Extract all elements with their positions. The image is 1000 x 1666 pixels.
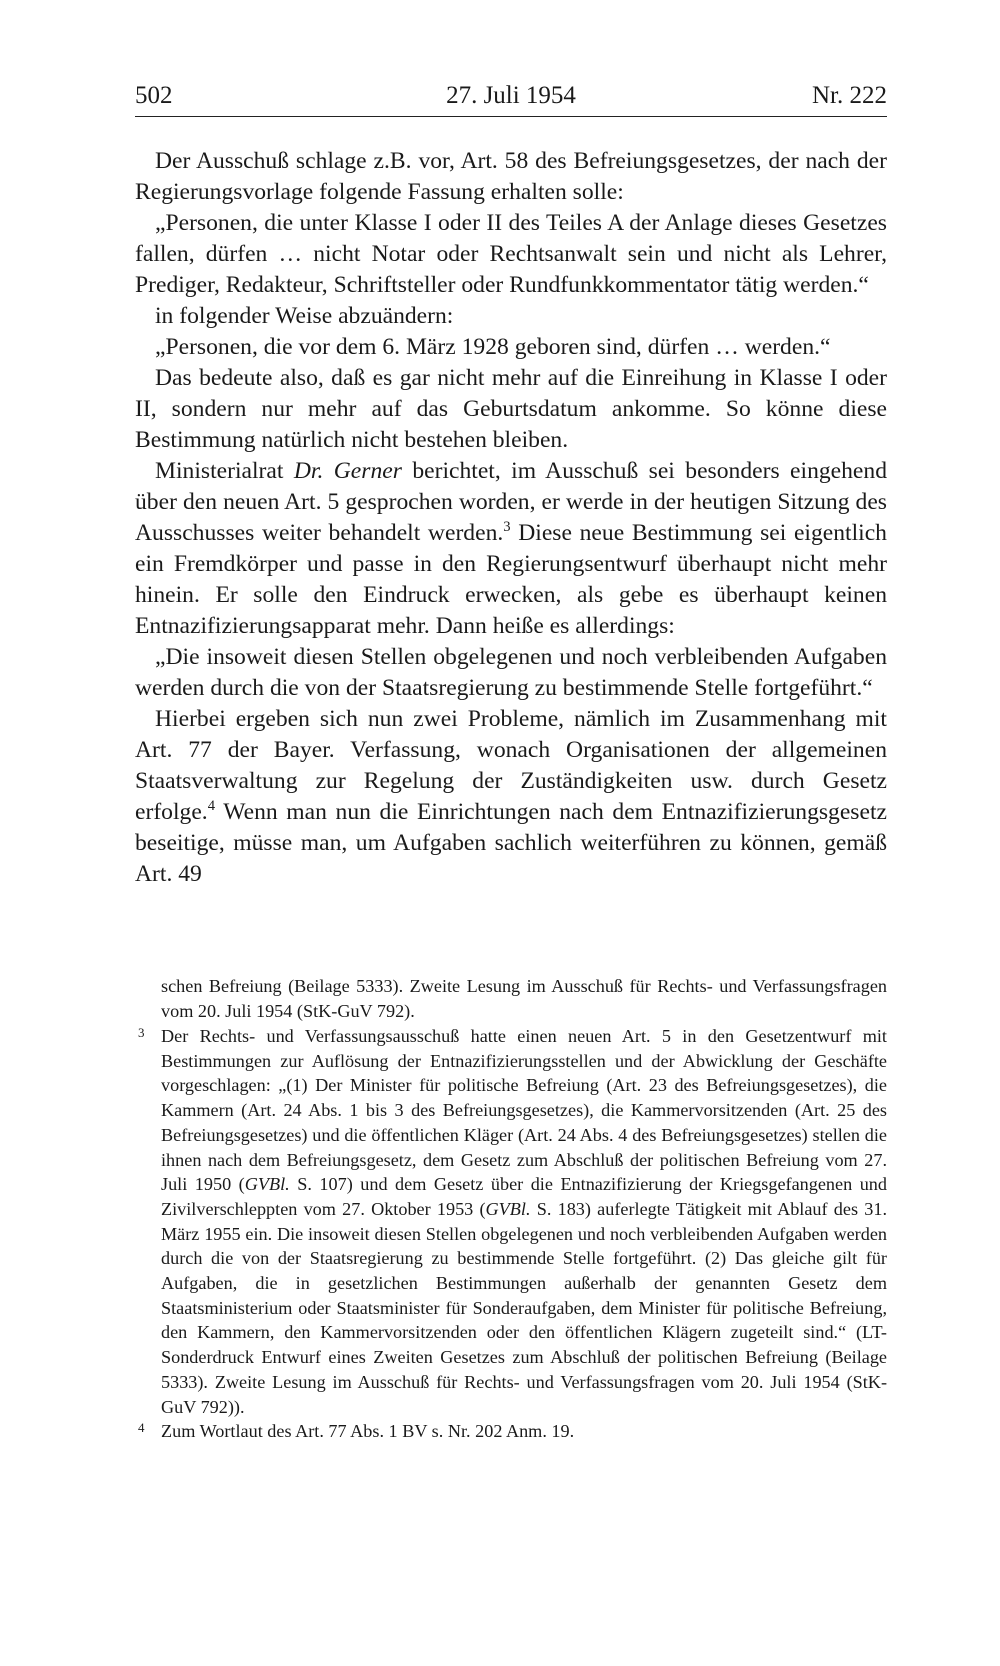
paragraph: Das bedeute also, daß es gar nicht mehr auf die Einreihung in Klasse I oder II, sondern nur mehr auf das Geburtsdatum ankomme. So könne diese Bestimmung natürlich nicht bestehen bleiben.	[135, 365, 887, 453]
footnote-italic: GVBl.	[244, 1174, 290, 1195]
footnote-number: 4	[138, 1420, 145, 1436]
footnote-italic: GVBl.	[485, 1198, 531, 1219]
text-run: Wenn man nun die Einrichtungen nach dem Entnazifizierungsgesetz beseitige, müsse man, um Aufgaben sachlich weiterführen zu können, gemäß Art. 49	[135, 799, 887, 887]
person-name: Dr. Gerner	[293, 458, 402, 484]
header-date: 27. Juli 1954	[446, 82, 576, 109]
footnote-4	[135, 1419, 887, 1444]
footnotes	[135, 1024, 887, 1444]
footnote-text: S. 183) auferlegte Tätigkeit mit Ablauf des 31. März 1955 ein. Die insoweit diesen Stellen obgelegenen und noch verbleibenden Aufgaben werden durch die von der Staatsregierung zu bestimmende Stelle fortgeführt. (2) Das gleiche gilt für Aufgaben, die in gesetzlichen Bestimmungen außerhalb der genannten Gesetz dem Staatsministerium oder Staatsminister für Sonderaufgaben, dem Minister für politische Befreiung, den Kammern, den Kammervorsitzenden oder den öffentlichen Klägern zugeteilt sind.“ (LT-Sonderdruck Entwurf eines Zweiten Gesetzes zum Abschluß der politischen Befreiung (Beilage 5333). Zweite Lesung im Ausschuß für Rechts- und Verfassungsfragen vom 20. Juli 1954 (StK-GuV 792)).	[161, 1198, 887, 1417]
paragraph	[135, 456, 887, 642]
paragraph	[135, 704, 887, 890]
paragraph: Der Ausschuß schlage z.B. vor, Art. 58 des Befreiungsgesetzes, der nach der Regierungsvorlage folgende Fassung erhalten solle:	[135, 148, 887, 205]
footnote-3	[135, 1024, 887, 1419]
text-run: Hierbei ergeben sich nun zwei Probleme, nämlich im Zusammenhang mit Art. 77 der Bayer. Verfassung, wonach Organisationen der allgemeinen Staatsverwaltung zur Regelung der Zuständigkeiten usw. durch Gesetz erfolge.	[135, 706, 887, 825]
document-number: Nr. 222	[812, 82, 887, 109]
main-text	[135, 146, 887, 890]
footnote-text: Zum Wortlaut des Art. 77 Abs. 1 BV s. Nr. 202 Anm. 19.	[161, 1421, 575, 1442]
text-run: Ministerialrat	[155, 458, 294, 484]
quotation: „Personen, die vor dem 6. März 1928 geboren sind, dürfen … werden.“	[155, 334, 831, 360]
footnote-text: S. 107) und dem Gesetz über die Entnazifizierung der Kriegsgefangenen und Zivilverschleppten vom 27. Oktober 1953 (	[161, 1174, 887, 1219]
quotation: „Die insoweit diesen Stellen obgelegenen und noch verbleibenden Aufgaben werden durch die von der Staatsregierung zu bestimmende Stelle fortgeführt.“	[135, 644, 887, 701]
footnote-reference: 4	[207, 798, 216, 815]
footnote-text: Der Rechts- und Verfassungsausschuß hatte einen neuen Art. 5 in den Gesetzentwurf mit Bestimmungen zur Auflösung der Entnazifizierungsstellen und der Abwicklung der Geschäfte vorgeschlagen: „(1) Der Minister für politische Befreiung (Art. 23 des Befreiungsgesetzes), die Kammern (Art. 24 Abs. 1 bis 3 des Befreiungsgesetzes), die Kammervorsitzenden (Art. 25 des Befreiungsgesetzes) und die öffentlichen Kläger (Art. 24 Abs. 4 des Befreiungsgesetzes) stellen die ihnen nach dem Befreiungsgesetz, dem Gesetz zum Abschluß der politischen Befreiung vom 27. Juli 1950 (	[161, 1026, 887, 1195]
footnote-reference: 3	[503, 519, 511, 536]
running-header	[135, 82, 887, 117]
quotation: „Personen, die unter Klasse I oder II des Teiles A der Anlage dieses Gesetzes fallen, dürfen … nicht Notar oder Rechtsanwalt sein und nicht als Lehrer, Prediger, Redakteur, Schriftsteller oder Rundfunkkommentator tätig werden.“	[135, 210, 887, 298]
paragraph: in folgender Weise abzuändern:	[155, 303, 454, 329]
text-run: Diese neue Bestimmung sei eigentlich ein Fremdkörper und passe in den Regierungsentwurf überhaupt nicht mehr hinein. Er solle den Eindruck erwecken, als gebe es überhaupt keinen Entnazifizierungsapparat mehr. Dann heiße es allerdings:	[135, 520, 887, 639]
text-run: berichtet, im Ausschuß sei besonders eingehend über den neuen Art. 5 gesprochen worden, er werde in der heutigen Sitzung des Ausschusses weiter behandelt werden.	[135, 458, 887, 546]
footnote-number: 3	[138, 1025, 145, 1040]
page-number: 502	[135, 82, 173, 109]
footnote-continuation: schen Befreiung (Beilage 5333). Zweite Lesung im Ausschuß für Rechts- und Verfassungsfragen vom 20. Juli 1954 (StK-GuV 792).	[161, 976, 887, 1021]
